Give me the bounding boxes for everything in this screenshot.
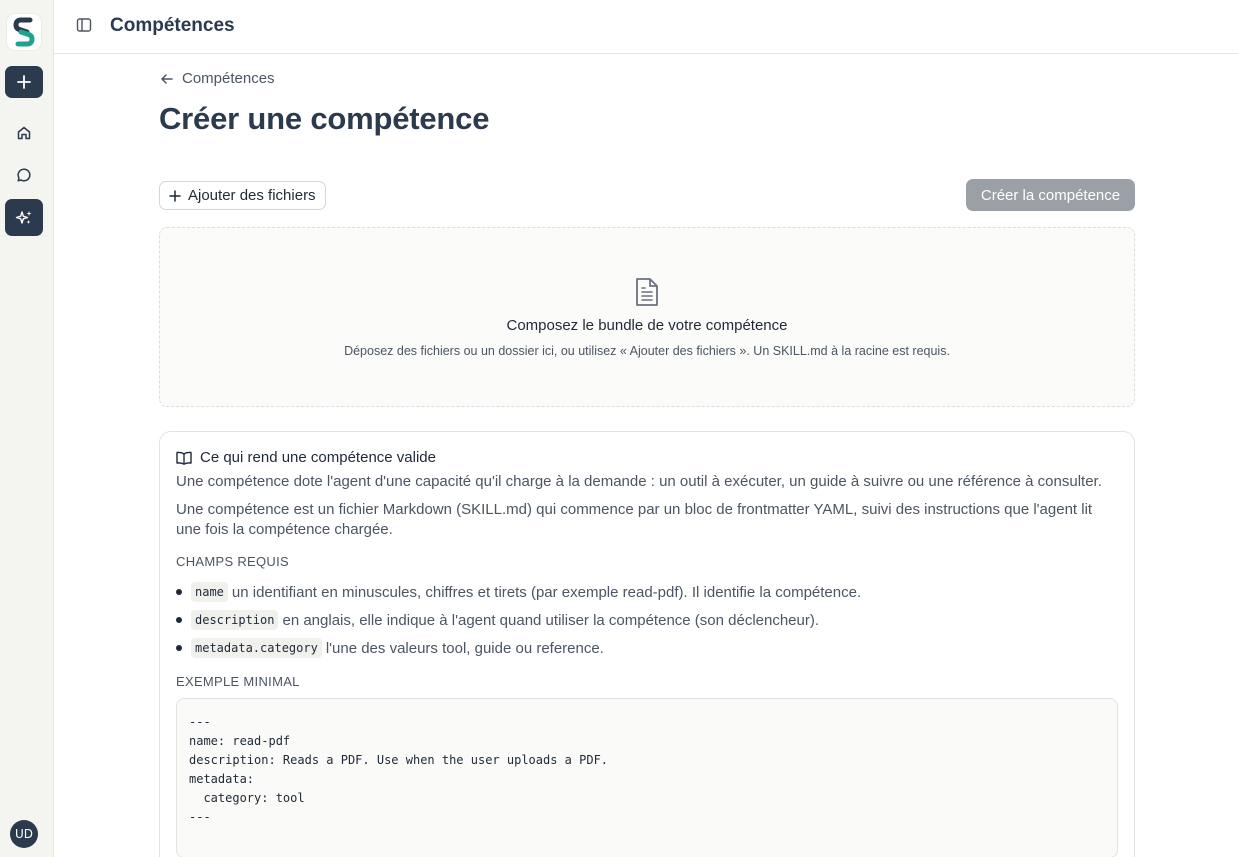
example-label: EXEMPLE MINIMAL [176,674,300,689]
field-code: name [191,582,228,602]
dropzone-title: Composez le bundle de votre compétence [506,317,788,334]
add-files-button[interactable] [159,181,326,210]
info-heading-text: Ce qui rend une compétence valide [200,449,436,466]
list-item [176,606,1118,634]
bullet [176,617,182,623]
field-description: un identifiant en minuscules, chiffres et tirets (par exemple read-pdf). Il identifie la compétence. [231,583,862,601]
arrow-left-icon [160,72,174,86]
add-files-label: Ajouter des fichiers [188,187,316,204]
file-dropzone[interactable] [159,227,1135,407]
plus-icon [17,75,31,89]
sidebar-item-skills[interactable] [5,199,43,236]
user-avatar[interactable]: UD [10,820,38,848]
back-link-label: Compétences [182,70,275,87]
skill-requirements-card [159,431,1135,857]
field-description: en anglais, elle indique à l'agent quand utiliser la compétence (son déclencheur). [282,611,820,629]
home-icon [16,125,32,141]
list-item [176,634,1118,662]
info-heading [176,449,1118,466]
create-skill-button[interactable]: Créer la compétence [966,179,1135,211]
sidebar [0,0,54,857]
app-logo[interactable] [6,13,42,51]
info-paragraph-2: Une compétence est un fichier Markdown (SKILL.md) qui commence par un bloc de frontmatter YAML, suivi des instructions que l'agent lit une fois la compétence chargée. [176,501,1093,538]
plus-icon [169,190,181,202]
field-code: description [191,610,278,630]
required-fields-label: CHAMPS REQUIS [176,554,289,569]
sidebar-item-chat[interactable] [5,159,43,191]
logo-icon [13,17,35,47]
new-button[interactable] [5,66,43,98]
bullet [176,645,182,651]
page-title: Créer une compétence [159,101,490,136]
top-bar [54,0,1238,54]
field-code: metadata.category [191,638,322,658]
open-book-icon [176,451,192,465]
info-paragraph-1: Une compétence dote l'agent d'une capacité qu'il charge à la demande : un outil à exécuter, un guide à suivre ou une référence à consulter. [176,473,1102,490]
back-link[interactable] [160,70,275,87]
header-title: Compétences [110,15,235,36]
panel-left-icon [76,17,92,33]
bullet [176,589,182,595]
chat-bubble-icon [16,167,32,183]
sidebar-item-home[interactable] [5,117,43,149]
document-icon [634,276,660,313]
required-fields-list [176,578,1118,662]
example-code-block: --- name: read-pdf description: Reads a PDF. Use when the user uploads a PDF. metadata: category: tool --- [176,698,1118,857]
list-item [176,578,1118,606]
sidebar-toggle-button[interactable] [76,17,94,35]
dropzone-subtitle: Déposez des fichiers ou un dossier ici, ou utilisez « Ajouter des fichiers ». Un SKILL.md à la racine est requis. [344,344,950,358]
field-description: l'une des valeurs tool, guide ou reference. [325,639,604,657]
sparkles-icon [15,209,33,227]
